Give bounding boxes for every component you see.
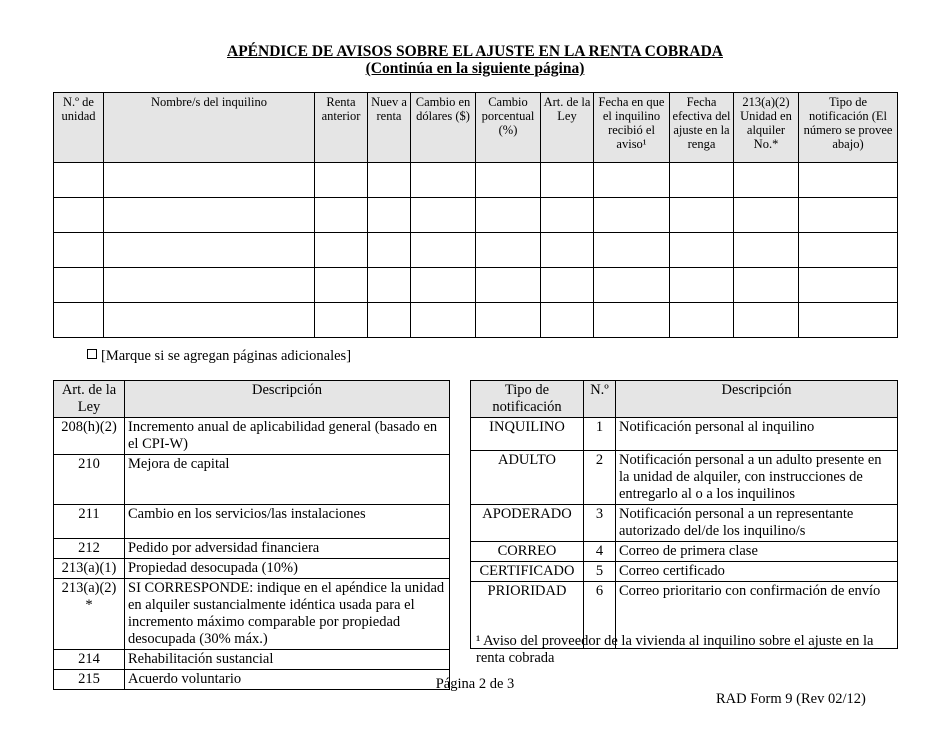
table-row: [54, 505, 450, 539]
cell[interactable]: [411, 163, 476, 198]
notice-number: 1: [584, 418, 616, 451]
cell[interactable]: [670, 233, 734, 268]
cell[interactable]: [104, 268, 315, 303]
cell[interactable]: [476, 268, 541, 303]
col-header-previous-rent: Renta anterior: [315, 93, 368, 163]
cell[interactable]: [476, 233, 541, 268]
notice-description: Correo de primera clase: [616, 542, 898, 562]
cell[interactable]: [54, 233, 104, 268]
cell[interactable]: [104, 233, 315, 268]
cell[interactable]: [541, 233, 594, 268]
cell[interactable]: [734, 303, 799, 338]
cell[interactable]: [54, 303, 104, 338]
cell[interactable]: [541, 268, 594, 303]
notice-description: Notificación personal al inquilino: [616, 418, 898, 451]
col-header-number: N.º: [584, 381, 616, 418]
table-row: [54, 650, 450, 670]
table-row: [471, 418, 898, 451]
col-header-law-article: Art. de la Ley: [541, 93, 594, 163]
cell[interactable]: [104, 303, 315, 338]
table-row: [54, 268, 898, 303]
col-header-tenant-name: Nombre/s del inquilino: [104, 93, 315, 163]
table-row: [54, 198, 898, 233]
col-header-notice-date: Fecha en que el inquilino recibió el aviso¹: [594, 93, 670, 163]
notice-type: INQUILINO: [471, 418, 584, 451]
checkbox-label: [Marque si se agregan páginas adicionales]: [101, 348, 352, 364]
notice-description: Notificación personal a un adulto presente en la unidad de alquiler, con instrucciones de entregarlo al o a los inquilinos: [616, 451, 898, 505]
cell[interactable]: [799, 198, 898, 233]
table-row: [54, 539, 450, 559]
law-description: Mejora de capital: [125, 455, 450, 505]
cell[interactable]: [670, 303, 734, 338]
cell[interactable]: [411, 303, 476, 338]
cell[interactable]: [315, 268, 368, 303]
cell[interactable]: [594, 233, 670, 268]
cell[interactable]: [476, 163, 541, 198]
law-description: Acuerdo voluntario: [125, 670, 450, 690]
col-header-description: Descripción: [616, 381, 898, 418]
table-header-row: [471, 381, 898, 418]
law-description: Rehabilitación sustancial: [125, 650, 450, 670]
col-header-percent-change: Cambio porcentual (%): [476, 93, 541, 163]
table-row: [54, 579, 450, 650]
law-code: 213(a)(1): [54, 559, 125, 579]
law-code: 212: [54, 539, 125, 559]
law-description: Cambio en los servicios/las instalaciones: [125, 505, 450, 539]
notice-description: Correo prioritario con confirmación de envío: [616, 582, 898, 649]
cell[interactable]: [315, 233, 368, 268]
notice-type: CORREO: [471, 542, 584, 562]
cell[interactable]: [734, 233, 799, 268]
cell[interactable]: [541, 163, 594, 198]
col-header-description: Descripción: [125, 381, 450, 418]
page-number: Página 2 de 3: [435, 676, 515, 692]
cell[interactable]: [799, 233, 898, 268]
cell[interactable]: [799, 268, 898, 303]
law-code: 208(h)(2): [54, 418, 125, 455]
notice-description: Correo certificado: [616, 562, 898, 582]
cell[interactable]: [315, 303, 368, 338]
law-code: 211: [54, 505, 125, 539]
cell[interactable]: [368, 268, 411, 303]
col-header-law-article: Art. de la Ley: [54, 381, 125, 418]
cell[interactable]: [541, 303, 594, 338]
cell[interactable]: [541, 198, 594, 233]
notice-type: CERTIFICADO: [471, 562, 584, 582]
notice-type: PRIORIDAD: [471, 582, 584, 649]
cell[interactable]: [411, 268, 476, 303]
rent-adjustment-table: [53, 92, 898, 338]
table-row: [54, 303, 898, 338]
cell[interactable]: [104, 198, 315, 233]
col-header-notice-type: Tipo de notificación (El número se provee abajo): [799, 93, 898, 163]
table-header-row: [54, 381, 450, 418]
cell[interactable]: [594, 163, 670, 198]
cell[interactable]: [315, 198, 368, 233]
cell[interactable]: [594, 303, 670, 338]
cell[interactable]: [476, 303, 541, 338]
cell[interactable]: [368, 163, 411, 198]
cell[interactable]: [368, 198, 411, 233]
notice-type: APODERADO: [471, 505, 584, 542]
cell[interactable]: [670, 198, 734, 233]
table-row: [54, 233, 898, 268]
notice-number: 4: [584, 542, 616, 562]
law-description: Pedido por adversidad financiera: [125, 539, 450, 559]
law-code: 215: [54, 670, 125, 690]
cell[interactable]: [368, 303, 411, 338]
page-subtitle: (Continúa en la siguiente página): [365, 60, 585, 77]
cell[interactable]: [799, 303, 898, 338]
cell[interactable]: [476, 198, 541, 233]
cell[interactable]: [799, 163, 898, 198]
table-row: [471, 562, 898, 582]
additional-pages-checkbox[interactable]: [87, 348, 351, 365]
notice-type-table: [470, 380, 898, 649]
page-title: APÉNDICE DE AVISOS SOBRE EL AJUSTE EN LA RENTA COBRADA: [227, 43, 723, 60]
table-row: [471, 505, 898, 542]
law-description: SI CORRESPONDE: indique en el apéndice la unidad en alquiler sustancialmente idéntica usada para el incremento máximo comparable por propiedad desocupada (30% máx.): [125, 579, 450, 650]
col-header-dollar-change: Cambio en dólares ($): [411, 93, 476, 163]
law-code: 213(a)(2) *: [54, 579, 125, 650]
cell[interactable]: [54, 198, 104, 233]
cell[interactable]: [734, 163, 799, 198]
law-description: Incremento anual de aplicabilidad general (basado en el CPI-W): [125, 418, 450, 455]
col-header-unit: N.º de unidad: [54, 93, 104, 163]
cell[interactable]: [411, 233, 476, 268]
table-row: [54, 163, 898, 198]
law-code: 214: [54, 650, 125, 670]
checkbox-icon[interactable]: [87, 349, 97, 359]
law-article-table: [53, 380, 450, 690]
cell[interactable]: [594, 198, 670, 233]
law-description: Propiedad desocupada (10%): [125, 559, 450, 579]
cell[interactable]: [594, 268, 670, 303]
table-header-row: [54, 93, 898, 163]
table-row: [471, 451, 898, 505]
cell[interactable]: [368, 233, 411, 268]
cell[interactable]: [315, 163, 368, 198]
col-header-new-rent: Nuev a renta: [368, 93, 411, 163]
table-row: [471, 542, 898, 562]
cell[interactable]: [104, 163, 315, 198]
cell[interactable]: [411, 198, 476, 233]
law-code: 210: [54, 455, 125, 505]
notice-number: 5: [584, 562, 616, 582]
table-row: [54, 418, 450, 455]
cell[interactable]: [54, 268, 104, 303]
footnote: ¹ Aviso del proveedor de la vivienda al inquilino sobre el ajuste en la renta cobrada: [476, 633, 874, 666]
notice-number: 6: [584, 582, 616, 649]
cell[interactable]: [734, 198, 799, 233]
col-header-comparable-unit: 213(a)(2) Unidad en alquiler No.*: [734, 93, 799, 163]
cell[interactable]: [670, 163, 734, 198]
col-header-effective-date: Fecha efectiva del ajuste en la renga: [670, 93, 734, 163]
notice-number: 3: [584, 505, 616, 542]
cell[interactable]: [670, 268, 734, 303]
notice-type: ADULTO: [471, 451, 584, 505]
form-identifier: RAD Form 9 (Rev 02/12): [716, 691, 866, 707]
table-row: [54, 455, 450, 505]
notice-description: Notificación personal a un representante autorizado del/de los inquilino/s: [616, 505, 898, 542]
table-row: [54, 559, 450, 579]
cell[interactable]: [734, 268, 799, 303]
notice-number: 2: [584, 451, 616, 505]
col-header-notice-type: Tipo de notificación: [471, 381, 584, 418]
cell[interactable]: [54, 163, 104, 198]
